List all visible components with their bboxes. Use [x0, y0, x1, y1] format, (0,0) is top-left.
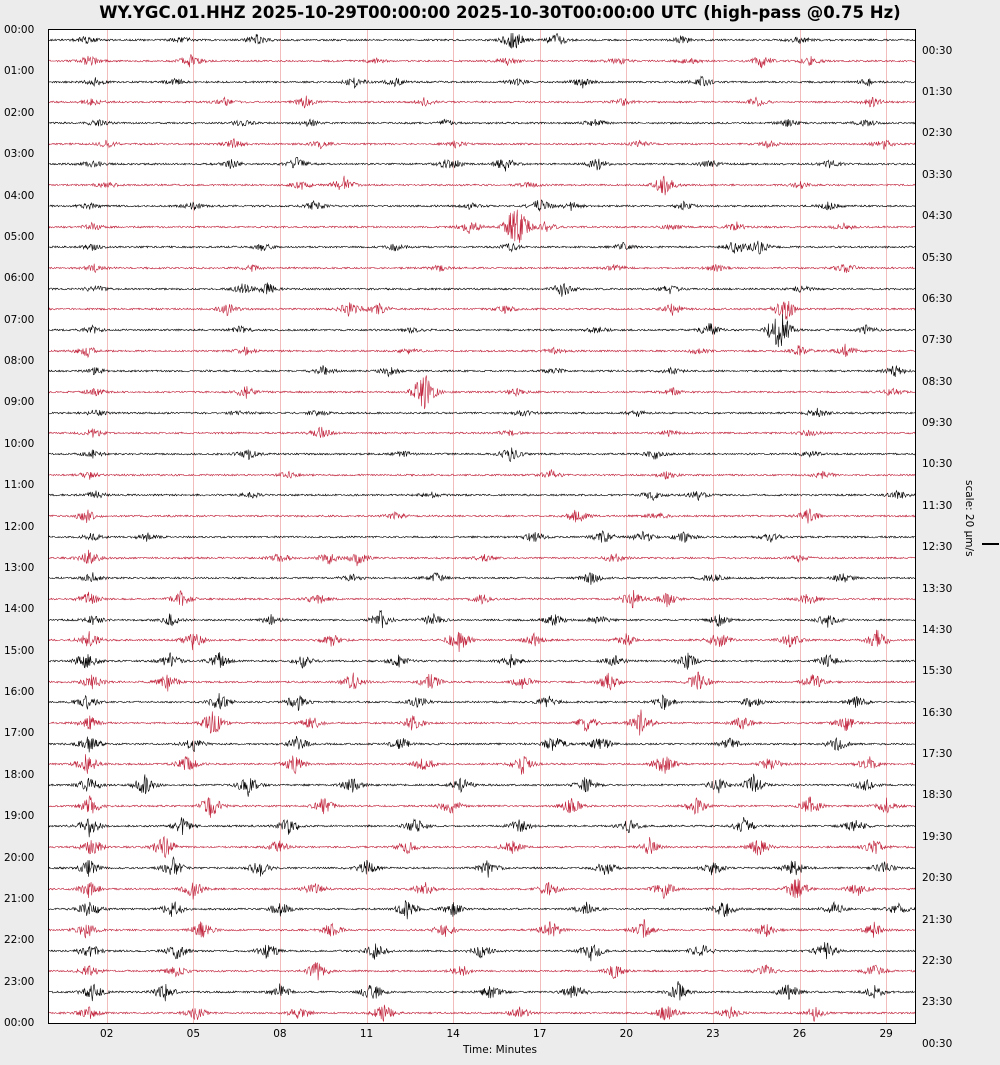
hour-label-left: 17:00: [4, 727, 35, 740]
hour-label-right: 11:30: [922, 499, 953, 512]
page-title: WY.YGC.01.HHZ 2025-10-29T00:00:00 2025-10-30T00:00:00 UTC (high-pass @0.75 Hz): [99, 3, 901, 22]
amplitude-scale-bar: [982, 543, 999, 545]
hour-label-left: 07:00: [4, 313, 35, 326]
x-axis-label: Time: Minutes: [463, 1044, 537, 1056]
hour-label-left: 01:00: [4, 65, 35, 78]
x-tick-label: 26: [792, 1028, 807, 1040]
hour-label-left: 18:00: [4, 768, 35, 781]
hour-label-left: 16:00: [4, 686, 35, 698]
hour-label-right: 00:30: [922, 1037, 953, 1050]
hour-label-left: 02:00: [4, 106, 35, 119]
hour-label-right: 18:30: [922, 789, 953, 802]
hour-label-right: 02:30: [922, 127, 953, 140]
x-tick-label: 23: [706, 1028, 720, 1040]
hour-label-right: 13:30: [922, 582, 953, 595]
hour-label-right: 14:30: [922, 623, 953, 636]
hour-label-right: 22:30: [922, 954, 953, 967]
hour-label-left: 23:00: [4, 975, 35, 988]
hour-label-right: 20:30: [922, 872, 953, 885]
hour-label-left: 11:00: [4, 479, 35, 492]
hour-label-right: 17:30: [922, 748, 953, 761]
hour-label-left: 09:00: [4, 396, 35, 409]
hour-label-right: 01:30: [922, 86, 953, 99]
hour-label-right: 07:30: [922, 334, 953, 347]
hour-label-left: 03:00: [4, 148, 35, 161]
hour-label-right: 16:30: [922, 706, 953, 719]
hour-label-right: 06:30: [922, 292, 953, 305]
hour-label-right: 10:30: [922, 458, 953, 471]
hour-label-left: 20:00: [4, 851, 35, 864]
amplitude-scale-label: scale: 20 µm/s: [963, 480, 975, 557]
hour-label-left: 00:00: [4, 1017, 35, 1029]
hour-label-left: 21:00: [4, 892, 35, 905]
hour-label-left: 14:00: [4, 603, 35, 616]
hour-label-right: 03:30: [922, 168, 953, 181]
hour-label-left: 12:00: [4, 520, 35, 533]
hour-label-left: 15:00: [4, 644, 35, 657]
hour-label-left: 13:00: [4, 561, 35, 574]
hour-label-right: 15:30: [922, 665, 953, 678]
x-tick-label: 20: [619, 1028, 634, 1040]
hour-label-right: 21:30: [922, 913, 953, 926]
hour-label-right: 23:30: [922, 996, 953, 1009]
x-tick-label: 11: [359, 1028, 374, 1040]
hour-label-left: 22:00: [4, 934, 35, 947]
x-tick-label: 17: [533, 1028, 547, 1040]
hour-label-left: 00:00: [4, 24, 35, 36]
hour-label-right: 08:30: [922, 375, 953, 388]
hour-label-right: 04:30: [922, 210, 953, 223]
x-tick-label: 08: [273, 1028, 287, 1040]
hour-label-left: 06:00: [4, 272, 35, 285]
hour-label-left: 08:00: [4, 355, 35, 367]
x-tick-label: 14: [446, 1028, 460, 1040]
hour-label-right: 05:30: [922, 251, 953, 264]
x-tick-label: 05: [186, 1028, 201, 1040]
hour-label-left: 10:00: [4, 437, 35, 450]
hour-label-right: 19:30: [922, 830, 953, 843]
hour-label-left: 04:00: [4, 189, 35, 202]
hour-label-left: 19:00: [4, 810, 35, 823]
x-tick-label: 29: [879, 1028, 893, 1040]
hour-label-right: 09:30: [922, 417, 953, 430]
hour-label-left: 05:00: [4, 230, 35, 243]
hour-label-right: 12:30: [922, 541, 953, 554]
x-tick-label: 02: [100, 1028, 114, 1040]
hour-label-right: 00:30: [922, 44, 953, 57]
